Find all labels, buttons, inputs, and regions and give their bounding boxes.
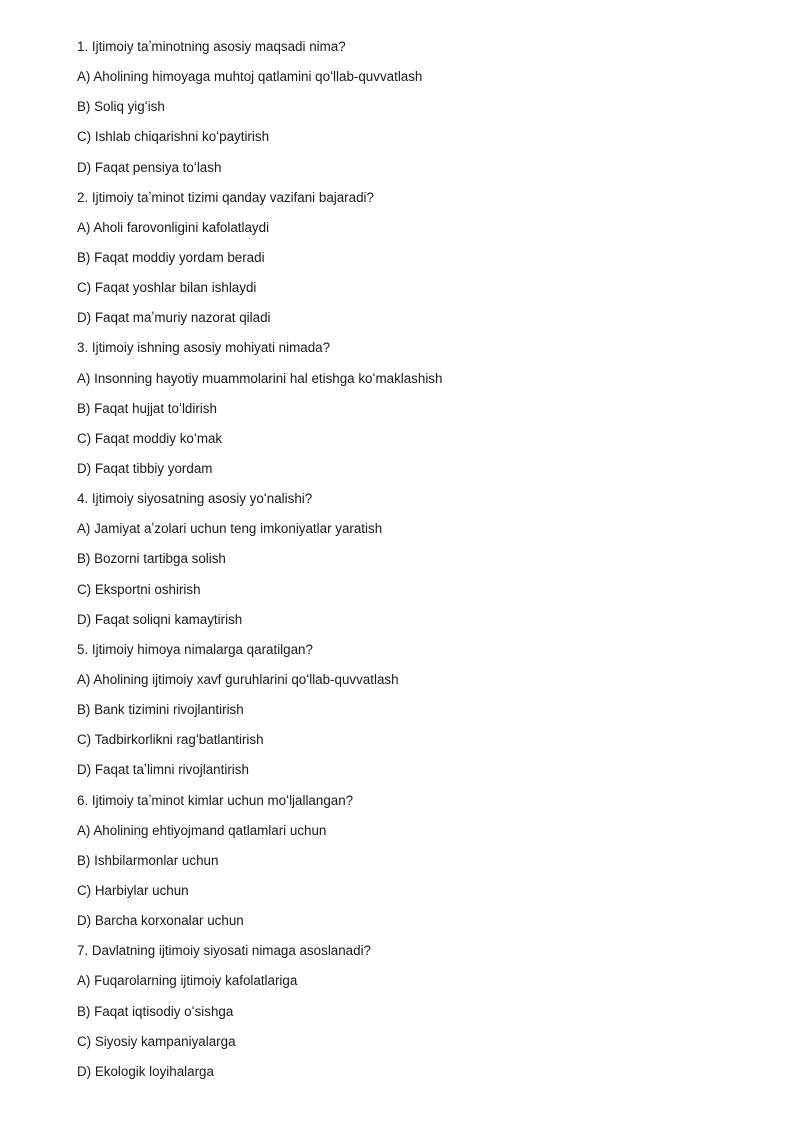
- answer-option: D) Faqat pensiya toʻlash: [77, 159, 222, 175]
- answer-option: D) Barcha korxonalar uchun: [77, 913, 244, 929]
- answer-option: B) Faqat moddiy yordam beradi: [77, 249, 265, 265]
- answer-option: C) Tadbirkorlikni ragʻbatlantirish: [77, 732, 264, 748]
- answer-option: D) Faqat taʼlimni rivojlantirish: [77, 762, 249, 778]
- answer-option: D) Ekologik loyihalarga: [77, 1063, 214, 1079]
- answer-option: B) Ishbilarmonlar uchun: [77, 852, 219, 868]
- answer-option: B) Bozorni tartibga solish: [77, 551, 226, 567]
- answer-option: D) Faqat tibbiy yordam: [77, 460, 213, 476]
- answer-option: B) Soliq yigʻish: [77, 99, 165, 115]
- question-text: 6. Ijtimoiy taʼminot kimlar uchun moʻljallangan?: [77, 792, 354, 808]
- answer-option: C) Ishlab chiqarishni koʻpaytirish: [77, 129, 270, 145]
- question-text: 5. Ijtimoiy himoya nimalarga qaratilgan?: [77, 641, 313, 657]
- question-text: 2. Ijtimoiy taʼminot tizimi qanday vazifani bajaradi?: [77, 189, 374, 205]
- question-text: 3. Ijtimoiy ishning asosiy mohiyati nimada?: [77, 340, 331, 356]
- question-list: [77, 36, 757, 1091]
- answer-option: C) Siyosiy kampaniyalarga: [77, 1033, 236, 1049]
- answer-option: B) Faqat hujjat toʻldirish: [77, 400, 217, 416]
- answer-option: A) Aholining himoyaga muhtoj qatlamini qoʻllab-quvvatlash: [77, 69, 423, 85]
- question-text: 4. Ijtimoiy siyosatning asosiy yoʻnalishi?: [77, 491, 313, 507]
- answer-option: B) Faqat iqtisodiy oʻsishga: [77, 1003, 234, 1019]
- question-text: 1. Ijtimoiy taʼminotning asosiy maqsadi nima?: [77, 39, 346, 54]
- answer-option: C) Eksportni oshirish: [77, 581, 201, 597]
- answer-option: A) Insonning hayotiy muammolarini hal etishga koʻmaklashish: [77, 370, 443, 386]
- answer-option: B) Bank tizimini rivojlantirish: [77, 702, 244, 718]
- answer-option: C) Harbiylar uchun: [77, 882, 189, 898]
- answer-option: D) Faqat maʼmuriy nazorat qiladi: [77, 310, 271, 326]
- answer-option: C) Faqat yoshlar bilan ishlaydi: [77, 280, 257, 296]
- answer-option: A) Aholining ehtiyojmand qatlamlari uchun: [77, 822, 327, 838]
- answer-option: A) Jamiyat aʼzolari uchun teng imkoniyatlar yaratish: [77, 521, 383, 537]
- answer-option: C) Faqat moddiy koʻmak: [77, 430, 223, 446]
- answer-option: D) Faqat soliqni kamaytirish: [77, 611, 243, 627]
- answer-option: A) Aholining ijtimoiy xavf guruhlarini qoʻllab-quvvatlash: [77, 671, 399, 687]
- question-text: 7. Davlatning ijtimoiy siyosati nimaga asoslanadi?: [77, 943, 371, 959]
- answer-option: A) Fuqarolarning ijtimoiy kafolatlariga: [77, 973, 298, 989]
- answer-option: A) Aholi farovonligini kafolatlaydi: [77, 219, 270, 235]
